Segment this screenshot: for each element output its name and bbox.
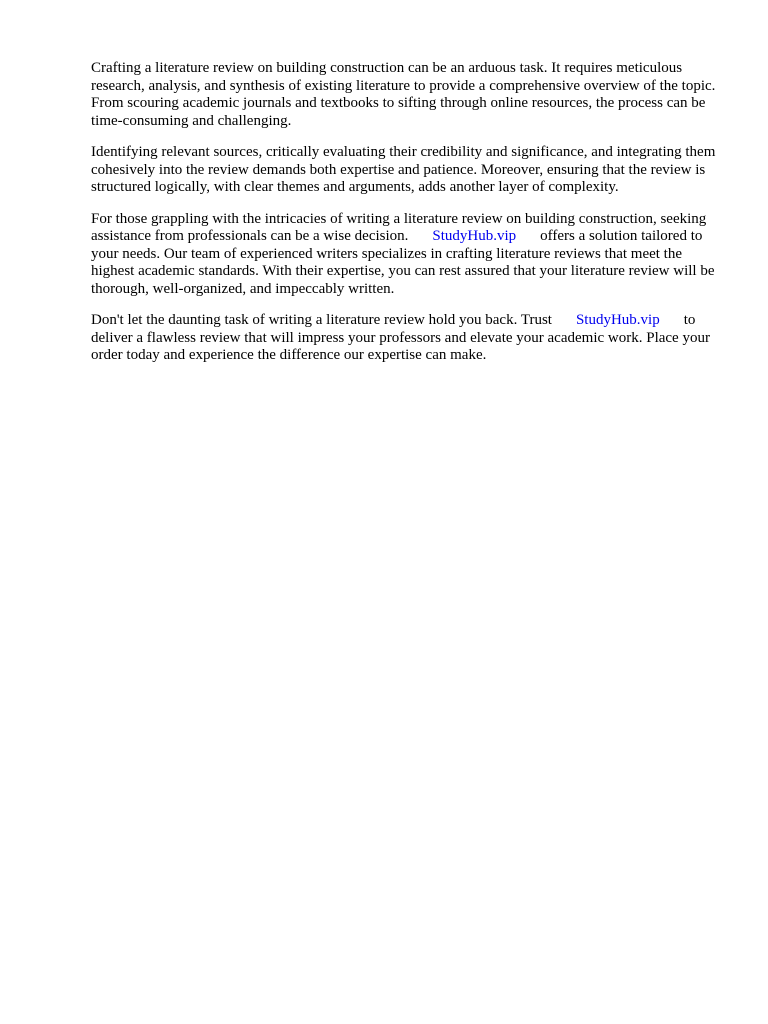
studyhub-link-trust[interactable]: StudyHub.vip <box>575 312 660 328</box>
paragraph-assistance-text-after: offers a solution tailored to your needs. Our team of experienced writers specializes in crafting literature reviews that meet the highest academic standards. With their expertise, you can rest assured that your literature review will be thorough, well-organized, and impeccably written. <box>91 228 715 297</box>
paragraph-assistance-text-before: For those grappling with the intricacies of writing a literature review on building construction, seeking assistance from professionals can be a wise decision. <box>91 210 707 244</box>
paragraph-call-to-action <box>91 312 727 365</box>
paragraph-assistance <box>91 211 727 299</box>
paragraph-sources: Identifying relevant sources, critically evaluating their credibility and significance, and integrating them cohesively into the review demands both expertise and patience. Moreover, ensuring that the review is structured logically, with clear themes and arguments, adds another layer of complexity. <box>91 144 716 195</box>
paragraph-cta-text-after: to deliver a flawless review that will impress your professors and elevate your academic work. Place your order today and experience the difference our expertise can make. <box>91 312 710 363</box>
paragraph-intro: Crafting a literature review on building construction can be an arduous task. It requires meticulous research, analysis, and synthesis of existing literature to provide a comprehensive overview of the topic. From scouring academic journals and textbooks to sifting through online resources, the process can be time-consuming and challenging. <box>91 60 716 129</box>
paragraph-cta-text-before: Don't let the daunting task of writing a literature review hold you back. Trust <box>91 312 552 328</box>
studyhub-link[interactable]: StudyHub.vip <box>432 228 517 244</box>
document-page <box>91 60 727 379</box>
